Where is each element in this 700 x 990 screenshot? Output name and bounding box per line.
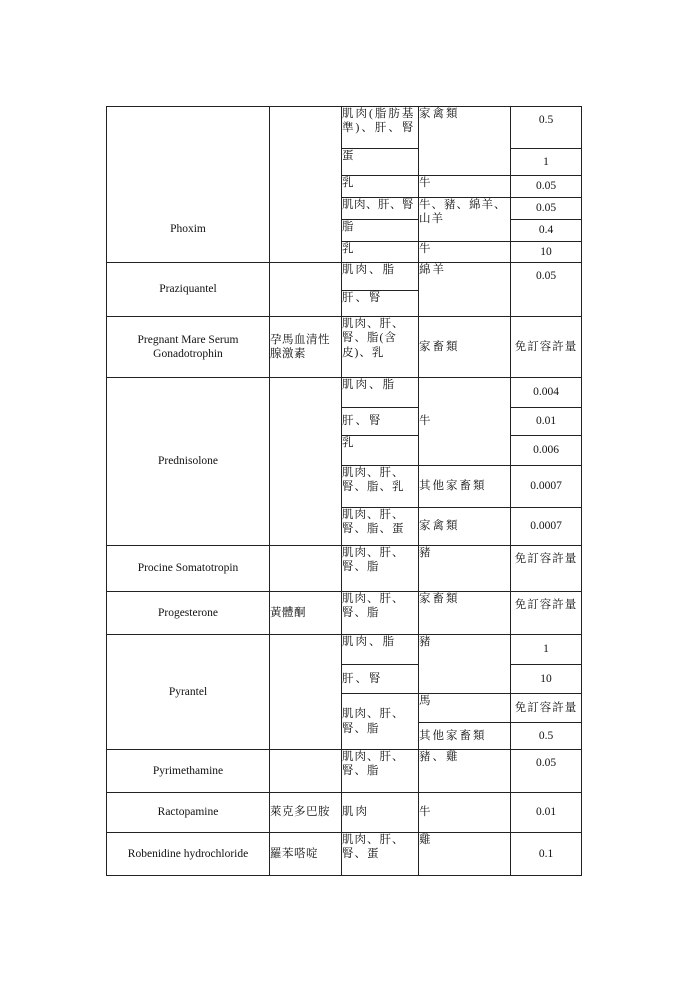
tissue-cell: 肌肉、肝、腎、脂 bbox=[342, 694, 419, 750]
species-cell: 豬 bbox=[419, 546, 511, 592]
residue-limit-table bbox=[106, 106, 582, 876]
species-cell: 豬、雞 bbox=[419, 750, 511, 793]
drug-name-cell: Pyrantel bbox=[107, 635, 270, 750]
drug-name-cell: Praziquantel bbox=[107, 263, 270, 317]
species-cell: 雞 bbox=[419, 833, 511, 876]
mrl-value-cell: 0.05 bbox=[511, 198, 582, 220]
table-row bbox=[107, 635, 582, 665]
chinese-name-cell: 孕馬血清性腺激素 bbox=[270, 317, 342, 378]
chinese-name-cell: 萊克多巴胺 bbox=[270, 793, 342, 833]
chinese-name-cell: 羅苯嗒啶 bbox=[270, 833, 342, 876]
mrl-value-cell: 0.5 bbox=[511, 107, 582, 149]
tissue-cell: 乳 bbox=[342, 242, 419, 263]
tissue-cell: 肝、腎 bbox=[342, 408, 419, 436]
table-row bbox=[107, 750, 582, 793]
chinese-name-cell bbox=[270, 635, 342, 750]
tissue-cell: 蛋 bbox=[342, 149, 419, 176]
mrl-value-cell: 免訂容許量 bbox=[511, 592, 582, 635]
mrl-value-cell: 0.006 bbox=[511, 436, 582, 466]
table-row bbox=[107, 317, 582, 378]
mrl-value-cell: 1 bbox=[511, 149, 582, 176]
table-row bbox=[107, 378, 582, 408]
tissue-cell: 肌肉、肝、腎、脂、乳 bbox=[342, 466, 419, 508]
tissue-cell: 肌肉、脂 bbox=[342, 263, 419, 291]
tissue-cell: 乳 bbox=[342, 436, 419, 466]
chinese-name-cell bbox=[270, 750, 342, 793]
drug-name-cell: Robenidine hydrochloride bbox=[107, 833, 270, 876]
table-row bbox=[107, 546, 582, 592]
mrl-value-cell: 免訂容許量 bbox=[511, 317, 582, 378]
mrl-value-cell: 0.05 bbox=[511, 176, 582, 198]
drug-name-cell: Ractopamine bbox=[107, 793, 270, 833]
chinese-name-cell: 黃體酮 bbox=[270, 592, 342, 635]
tissue-cell: 肝、腎 bbox=[342, 665, 419, 694]
mrl-value-cell: 1 bbox=[511, 635, 582, 665]
table-row bbox=[107, 793, 582, 833]
species-cell: 其他家畜類 bbox=[419, 466, 511, 508]
tissue-cell: 肌肉、肝、腎、脂(含皮)、乳 bbox=[342, 317, 419, 378]
mrl-value-cell: 0.05 bbox=[511, 263, 582, 317]
drug-name-cell: Pyrimethamine bbox=[107, 750, 270, 793]
species-cell: 牛 bbox=[419, 242, 511, 263]
species-cell: 家禽類 bbox=[419, 107, 511, 176]
mrl-value-cell: 0.01 bbox=[511, 408, 582, 436]
table-row bbox=[107, 833, 582, 876]
species-cell: 其他家畜類 bbox=[419, 723, 511, 750]
tissue-cell: 脂 bbox=[342, 220, 419, 242]
drug-name-cell: Pregnant Mare Serum Gonadotrophin bbox=[107, 317, 270, 378]
tissue-cell: 肌肉 bbox=[342, 793, 419, 833]
mrl-value-cell: 0.4 bbox=[511, 220, 582, 242]
table-row bbox=[107, 263, 582, 291]
drug-name-cell: Procine Somatotropin bbox=[107, 546, 270, 592]
tissue-cell: 肝、腎 bbox=[342, 291, 419, 317]
tissue-cell: 肌肉、脂 bbox=[342, 635, 419, 665]
chinese-name-cell bbox=[270, 107, 342, 263]
mrl-value-cell: 免訂容許量 bbox=[511, 694, 582, 723]
mrl-value-cell: 0.0007 bbox=[511, 508, 582, 546]
mrl-value-cell: 0.0007 bbox=[511, 466, 582, 508]
mrl-value-cell: 0.5 bbox=[511, 723, 582, 750]
drug-name-cell: Prednisolone bbox=[107, 378, 270, 546]
tissue-cell: 肌肉、肝、腎、蛋 bbox=[342, 833, 419, 876]
species-cell: 牛、豬、綿羊、山羊 bbox=[419, 198, 511, 242]
tissue-cell: 肌肉、肝、腎 bbox=[342, 198, 419, 220]
drug-name-cell: Progesterone bbox=[107, 592, 270, 635]
tissue-cell: 肌肉(脂肪基準)、肝、腎 bbox=[342, 107, 419, 149]
species-cell: 牛 bbox=[419, 176, 511, 198]
table-row bbox=[107, 592, 582, 635]
tissue-cell: 肌肉、肝、腎、脂 bbox=[342, 592, 419, 635]
drug-name-cell: Phoxim bbox=[107, 107, 270, 263]
tissue-cell: 肌肉、脂 bbox=[342, 378, 419, 408]
tissue-cell: 肌肉、肝、腎、脂、蛋 bbox=[342, 508, 419, 546]
chinese-name-cell bbox=[270, 546, 342, 592]
mrl-value-cell: 免訂容許量 bbox=[511, 546, 582, 592]
species-cell: 綿羊 bbox=[419, 263, 511, 317]
mrl-value-cell: 0.1 bbox=[511, 833, 582, 876]
tissue-cell: 乳 bbox=[342, 176, 419, 198]
mrl-value-cell: 0.01 bbox=[511, 793, 582, 833]
species-cell: 豬 bbox=[419, 635, 511, 694]
chinese-name-cell bbox=[270, 378, 342, 546]
mrl-value-cell: 0.05 bbox=[511, 750, 582, 793]
tissue-cell: 肌肉、肝、腎、脂 bbox=[342, 546, 419, 592]
mrl-value-cell: 10 bbox=[511, 665, 582, 694]
tissue-cell: 肌肉、肝、腎、脂 bbox=[342, 750, 419, 793]
chinese-name-cell bbox=[270, 263, 342, 317]
species-cell: 家禽類 bbox=[419, 508, 511, 546]
species-cell: 牛 bbox=[419, 793, 511, 833]
species-cell: 家畜類 bbox=[419, 317, 511, 378]
table-row bbox=[107, 107, 582, 149]
species-cell: 牛 bbox=[419, 378, 511, 466]
species-cell: 馬 bbox=[419, 694, 511, 723]
species-cell: 家畜類 bbox=[419, 592, 511, 635]
mrl-value-cell: 0.004 bbox=[511, 378, 582, 408]
mrl-value-cell: 10 bbox=[511, 242, 582, 263]
